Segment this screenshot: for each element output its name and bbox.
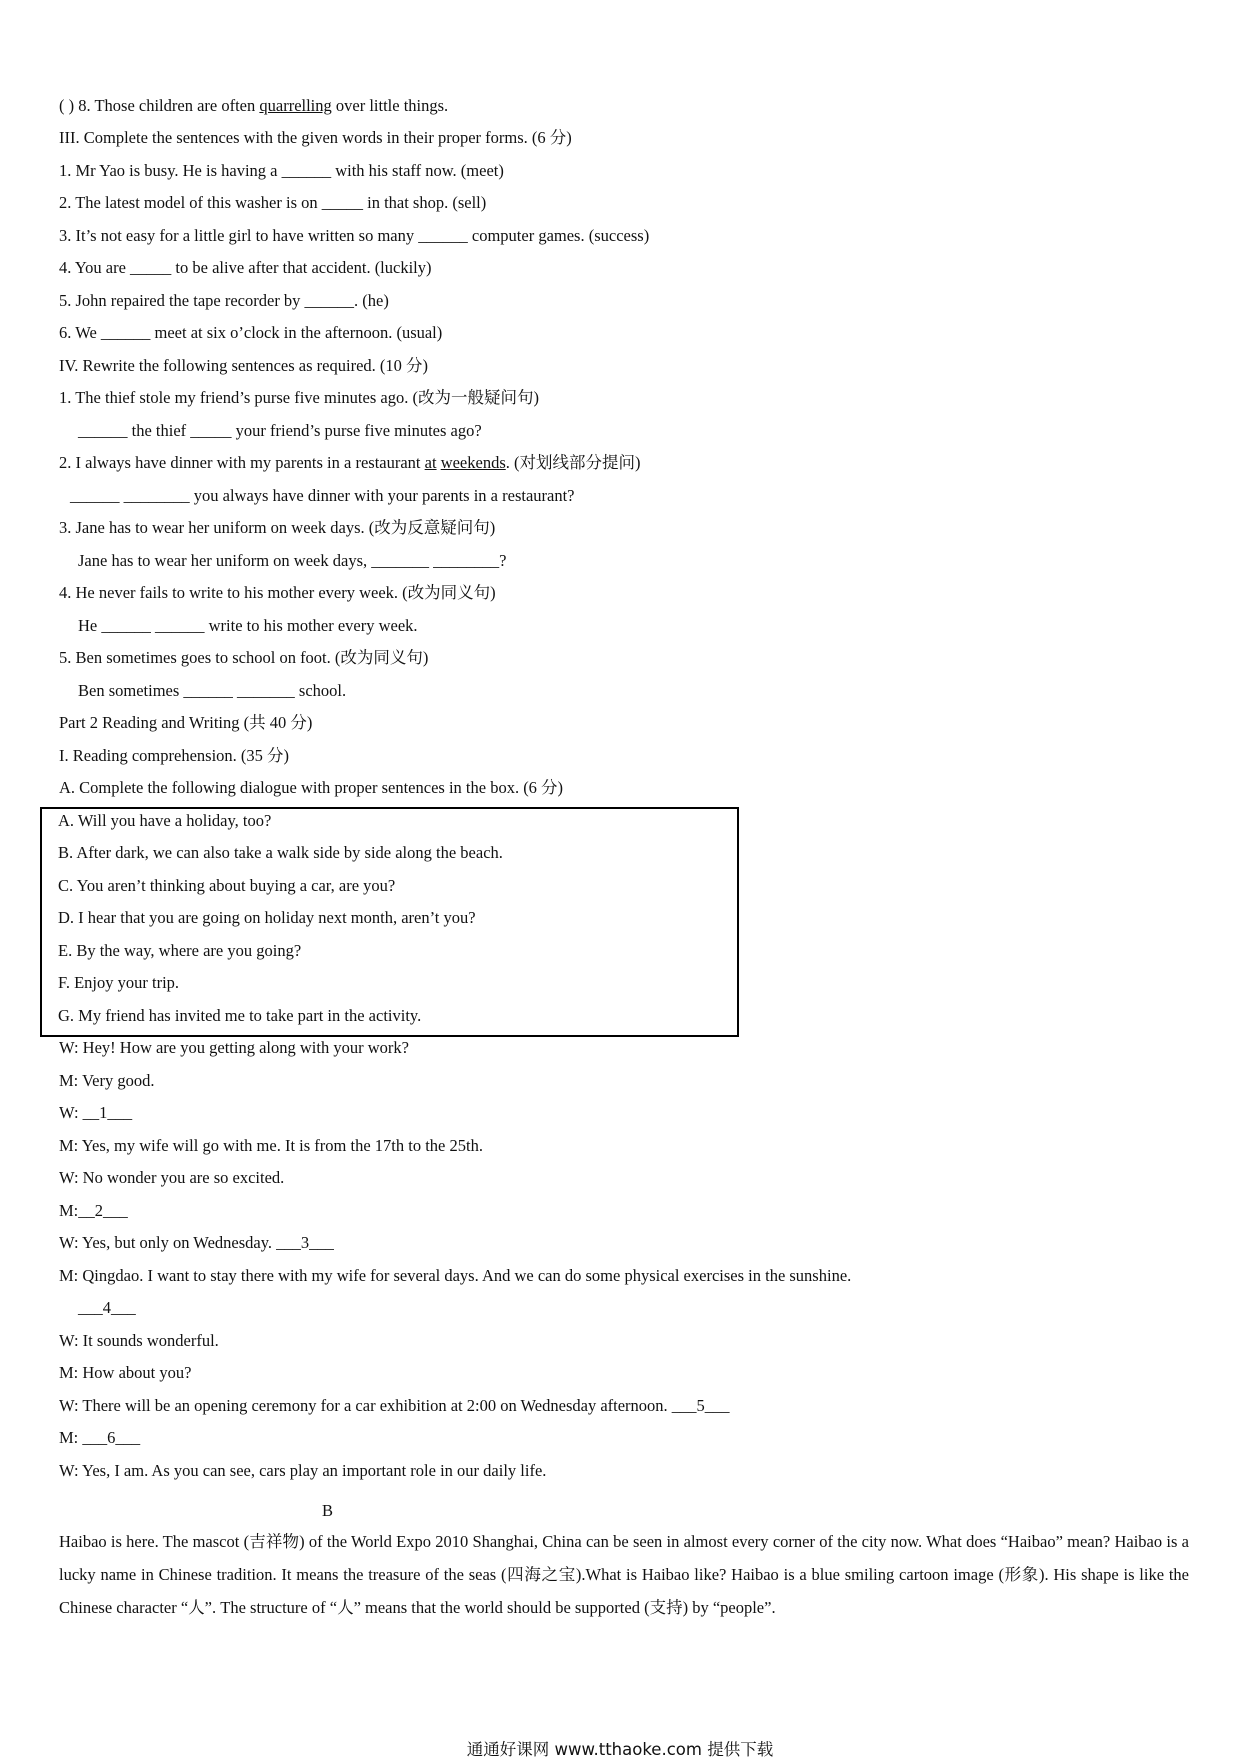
dialogue-line-5: W: No wonder you are so excited. [59, 1168, 285, 1187]
blank-2: __2___ [78, 1201, 128, 1220]
sec3-item-3: 3. It’s not easy for a little girl to have written so many ______ computer games. (success) [59, 226, 650, 245]
sec4-q4-answer: He ______ ______ write to his mother every week. [78, 616, 418, 635]
dialogue-line-4: M: Yes, my wife will go with me. It is from the 17th to the 25th. [59, 1136, 483, 1155]
dialogue-line-7: W: Yes, but only on Wednesday. ___3___ [59, 1233, 334, 1252]
option-d: D. I hear that you are going on holiday next month, aren’t you? [58, 908, 476, 927]
dialogue-line-8: M: Qingdao. I want to stay there with my wife for several days. And we can do some physical exercises in the sunshine. [59, 1266, 852, 1285]
question-8: ( ) 8. Those children are often quarrelling over little things. [59, 96, 449, 115]
option-c: C. You aren’t thinking about buying a car, are you? [58, 876, 396, 895]
sec4-q5: 5. Ben sometimes goes to school on foot. (改为同义句) [59, 648, 429, 667]
blank-3: ___3___ [276, 1233, 334, 1252]
dialogue-line-10: W: It sounds wonderful. [59, 1331, 219, 1350]
sec4-q1-answer: ______ the thief _____ your friend’s purse five minutes ago? [78, 421, 482, 440]
sec4-q3-answer: Jane has to wear her uniform on week days, _______ ________? [78, 551, 507, 570]
sec3-item-6: 6. We ______ meet at six o’clock in the afternoon. (usual) [59, 323, 443, 342]
blank-4: ___4___ [78, 1298, 136, 1317]
sec3-item-5: 5. John repaired the tape recorder by ______. (he) [59, 291, 389, 310]
dialogue-line-11: M: How about you? [59, 1363, 192, 1382]
dialogue-line-3: W: __1___ [59, 1103, 133, 1122]
sec4-q4: 4. He never fails to write to his mother every week. (改为同义句) [59, 583, 496, 602]
footer-source: 通通好课网 www.tthaoke.com 提供下载 [466, 1740, 774, 1759]
dialogue-line-6: M:__2___ [59, 1201, 128, 1220]
option-b: B. After dark, we can also take a walk side by side along the beach. [58, 843, 503, 862]
blank-6: ___6___ [82, 1428, 141, 1447]
sec4-q5-answer: Ben sometimes ______ _______ school. [78, 681, 347, 700]
dialogue-line-2: M: Very good. [59, 1071, 155, 1090]
option-e: E. By the way, where are you going? [58, 941, 302, 960]
option-f: F. Enjoy your trip. [58, 973, 180, 992]
sec4-q2-answer: ______ ________ you always have dinner with your parents in a restaurant? [70, 486, 575, 505]
section-3-title: III. Complete the sentences with the given words in their proper forms. (6 分) [59, 128, 572, 147]
reading-comprehension-title: I. Reading comprehension. (35 分) [59, 746, 290, 765]
option-a: A. Will you have a holiday, too? [58, 811, 272, 830]
dialogue-line-13: M: ___6___ [59, 1428, 141, 1447]
sec4-q1: 1. The thief stole my friend’s purse five minutes ago. (改为一般疑问句) [59, 388, 539, 407]
sec4-q2: 2. I always have dinner with my parents in a restaurant at weekends. (对划线部分提问) [59, 453, 641, 472]
sec3-item-2: 2. The latest model of this washer is on _____ in that shop. (sell) [59, 193, 487, 212]
sec4-q3: 3. Jane has to wear her uniform on week days. (改为反意疑问句) [59, 518, 496, 537]
dialogue-line-12: W: There will be an opening ceremony for a car exhibition at 2:00 on Wednesday afternoon. ___5___ [59, 1396, 730, 1415]
option-g: G. My friend has invited me to take part in the activity. [58, 1006, 422, 1025]
section-b-paragraph: Haibao is here. The mascot (吉祥物) of the World Expo 2010 Shanghai, China can be seen in almost every corner of the city now. What does “Haibao” mean? Haibao is a lucky name in Chinese tradition. It means the treasure of the seas (四海之宝).What is Haibao like? Haibao is a blue smiling cartoon image (形象). His shape is like the Chinese character “人”. The structure of “人” means that the world should be supported (支持) by “people”. [59, 1532, 1189, 1617]
sec3-item-1: 1. Mr Yao is busy. He is having a ______ with his staff now. (meet) [59, 161, 504, 180]
section-4-title: IV. Rewrite the following sentences as required. (10 分) [59, 356, 429, 375]
blank-5: ___5___ [671, 1396, 730, 1415]
section-a-instruction: A. Complete the following dialogue with proper sentences in the box. (6 分) [59, 778, 564, 797]
dialogue-line-14: W: Yes, I am. As you can see, cars play an important role in our daily life. [59, 1461, 547, 1480]
blank-1: __1___ [82, 1103, 133, 1122]
part-2-title: Part 2 Reading and Writing (共 40 分) [59, 713, 313, 732]
sec3-item-4: 4. You are _____ to be alive after that accident. (luckily) [59, 258, 432, 277]
dialogue-line-1: W: Hey! How are you getting along with your work? [59, 1038, 409, 1057]
section-b-header: B [322, 1501, 334, 1520]
